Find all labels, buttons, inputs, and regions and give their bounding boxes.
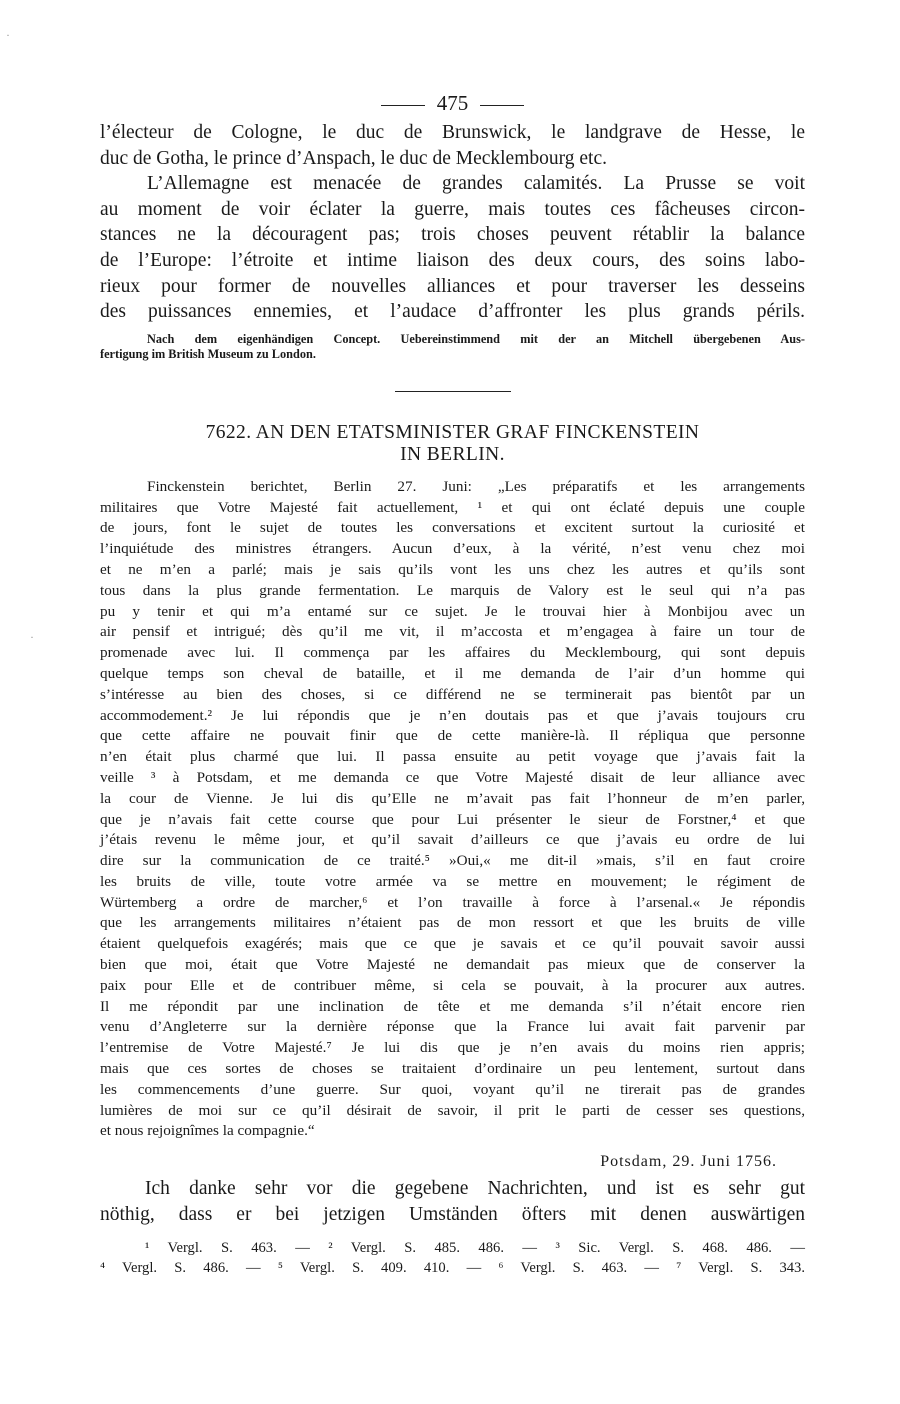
report-line: quelque temps son cheval de bataille, et il me demanda de l’air d’un homme qui (100, 664, 805, 682)
source-note-line: fertigung im British Museum zu London. (100, 347, 316, 362)
report-line: mais que ces sortes de choses se traitaient d’ordinaire un peu lentement, surtout dans (100, 1060, 805, 1078)
report-line: que cette affaire ne pouvait finir que de cette manière-là. Il répliqua que personne (100, 727, 805, 745)
dateline: Potsdam, 29. Juni 1756. (600, 1153, 777, 1171)
report-line: et nous rejoignîmes la compagnie.“ (100, 1122, 315, 1140)
report-line: de jours, font le sujet de toutes les conversations et excitent surtout la curiosité et (100, 519, 805, 537)
page-number-row (100, 88, 805, 120)
letter-line: nöthig, dass er bei jetzigen Umständen öfters mit denen auswärtigen (100, 1203, 805, 1225)
document-heading (100, 422, 805, 466)
report-line: que les arrangements militaires n’étaient pas de mon ressort et que les bruits de ville (100, 914, 805, 932)
intro-line: de l’Europe: l’étroite et intime liaison des deux cours, des soins labo- (100, 249, 805, 271)
report-line: paix pour Elle et de contribuer même, si cela se pouvait, à la procurer aux autres. (100, 976, 805, 994)
report-line: et ne m’en a parlé; mais je sais qu’ils vont les uns chez les autres et qu’ils sont (100, 560, 805, 578)
report-line: militaires que Votre Majesté fait actuellement, ¹ et qui ont éclaté depuis une couple (100, 498, 805, 516)
report-line: la cour de Vienne. Je lui dis qu’Elle ne m’avait pas fait l’honneur de m’en parler, (100, 789, 805, 807)
source-note-line: Nach dem eigenhändigen Concept. Uebereinstimmend mit der an Mitchell übergebenen Aus- (147, 331, 805, 346)
intro-line: des puissances ennemies, et l’audace d’affronter les plus grands périls. (100, 301, 805, 323)
source-note (100, 332, 805, 363)
footnotes (100, 1239, 805, 1278)
report-line: veille ³ à Potsdam, et me demanda ce que Votre Majesté disait de leur alliance avec (100, 768, 805, 786)
page-number-dash-left (381, 105, 425, 106)
report-line: Finckenstein berichtet, Berlin 27. Juni: „Les préparatifs et les arrangements (147, 477, 805, 495)
section-divider (395, 391, 511, 392)
report-line: j’étais revenu le même jour, et qu’il savait d’ailleurs ce que j’avais eu ordre de lui (100, 831, 805, 849)
report-line: Il me répondit par une inclination de tête et me demanda s’il n’était encore rien (100, 997, 805, 1015)
intro-line: stances ne la découragent pas; trois choses peuvent rétablir la balance (100, 224, 805, 246)
footnote-line: ¹ Vergl. S. 463. — ² Vergl. S. 485. 486. — ³ Sic. Vergl. S. 468. 486. — (145, 1240, 805, 1257)
report-line: étaient quelquefois exagérés; mais que ce que je savais et ce qu’il pouvait savoir aussi (100, 935, 805, 953)
letter-line: Ich danke sehr vor die gegebene Nachrichten, und ist es sehr gut (145, 1178, 805, 1200)
report-line: tous dans la plus grande fermentation. Le marquis de Valory est le seul qui n’a pas (100, 581, 805, 599)
scan-speck: · (30, 630, 34, 644)
intro-line: rieux pour former de nouvelles alliances et pour traverser les desseins (100, 275, 805, 297)
heading-line: IN BERLIN. (400, 443, 505, 465)
report-line: les commencements d’une guerre. Sur quoi, voyant qu’il ne tirerait pas de grandes (100, 1080, 805, 1098)
scan-speck: · (6, 28, 10, 42)
report-line: les bruits de ville, toute votre armée va se mettre en mouvement; le régiment de (100, 872, 805, 890)
intro-line: duc de Gotha, le prince d’Anspach, le duc de Mecklembourg etc. (100, 147, 607, 169)
report-line: lumières de moi sur ce qu’il désirait de savoir, il prit le parti de cesser ses questions, (100, 1101, 805, 1119)
intro-paragraphs (100, 120, 805, 325)
report-line: promenade avec lui. Il commença par les affaires du Mecklembourg, qui sont depuis (100, 644, 805, 662)
report-line: s’intéresse au bien des choses, si ce différend ne se terminerait pas bientôt par un (100, 685, 805, 703)
footnote-line: ⁴ Vergl. S. 486. — ⁵ Vergl. S. 409. 410. — ⁶ Vergl. S. 463. — ⁷ Vergl. S. 343. (100, 1259, 805, 1276)
intro-line: au moment de voir éclater la guerre, mais toutes ces fâcheuses circon- (100, 198, 805, 220)
report-line: venu d’Angleterre sur la dernière réponse que la France lui avait fait parvenir par (100, 1018, 805, 1036)
report-line: dire sur la communication de ce traité.⁵ »Oui,« me dit-il »mais, s’il en faut croire (100, 852, 805, 870)
page-number-dash-right (480, 105, 524, 106)
report-line: accommodement.² Je lui répondis que je n’en doutais pas et que j’avais toujours cru (100, 706, 805, 724)
report-line: bien que moi, était que Votre Majesté ne demandait pas mieux que de conserver la (100, 956, 805, 974)
heading-line: 7622. AN DEN ETATSMINISTER GRAF FINCKENSTEIN (205, 421, 700, 443)
letter-paragraph (100, 1176, 805, 1227)
document-page (100, 88, 805, 1278)
report-paragraph (100, 477, 805, 1143)
report-line: air pensif et intrigué; dès qu’il me vit, il m’accosta et m’engagea à faire un tour de (100, 623, 805, 641)
intro-line: l’électeur de Cologne, le duc de Brunswick, le landgrave de Hesse, le (100, 122, 805, 143)
report-line: l’inquiétude des ministres étrangers. Aucun d’eux, à la vérité, n’est venu chez moi (100, 540, 805, 558)
report-line: l’entremise de Votre Majesté.⁷ Je lui dis que je n’en avais du moins rien appris; (100, 1039, 805, 1057)
intro-line: L’Allemagne est menacée de grandes calamités. La Prusse se voit (147, 173, 805, 195)
report-line: pu y tenir et qui m’a entamé sur ce sujet. Je le trouvai hier à Monbijou avec un (100, 602, 805, 620)
report-line: que je n’avais fait cette course que pour Lui présenter le sieur de Forstner,⁴ et que (100, 810, 805, 828)
report-line: n’en était plus charmé que lui. Il passa ensuite au petit voyage que j’avais fait la (100, 748, 805, 766)
page-number: 475 (436, 91, 469, 115)
report-line: Würtemberg a ordre de marcher,⁶ et l’on travaille à force à l’arsenal.« Je répondis (100, 893, 805, 911)
